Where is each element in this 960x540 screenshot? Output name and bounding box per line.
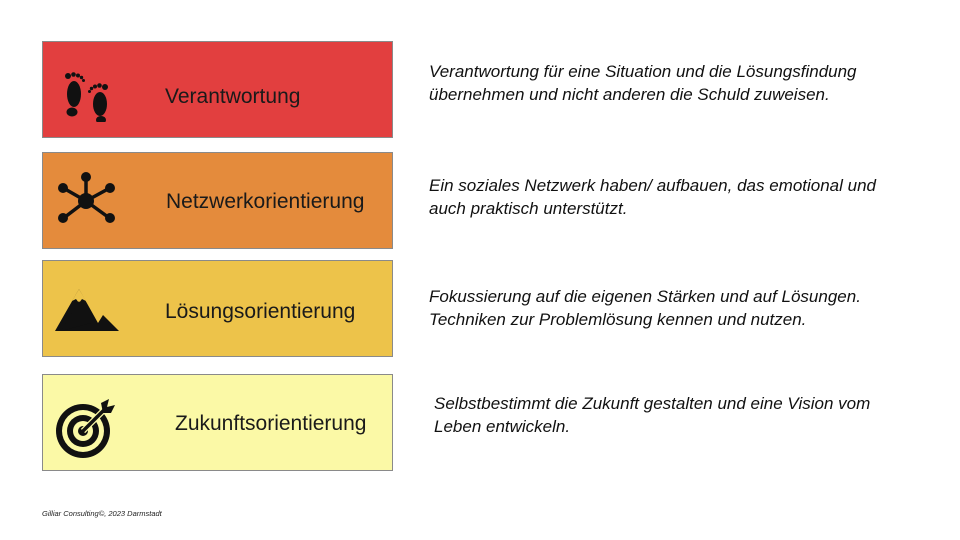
mountains-icon bbox=[53, 279, 119, 345]
row-netzwerkorientierung bbox=[0, 152, 960, 252]
category-title: Netzwerkorientierung bbox=[166, 190, 365, 213]
category-title: Verantwortung bbox=[165, 85, 301, 108]
target-icon bbox=[53, 395, 119, 461]
category-description: Selbstbestimmt die Zukunft gestalten und eine Vision vom Leben entwickeln. bbox=[434, 394, 871, 436]
category-box-netzwerkorientierung bbox=[42, 152, 393, 249]
category-box-loesungsorientierung bbox=[42, 260, 393, 357]
category-box-verantwortung bbox=[42, 41, 393, 138]
row-verantwortung bbox=[0, 41, 960, 141]
category-description: Ein soziales Netzwerk haben/ aufbauen, das emotional und auch praktisch unterstützt. bbox=[429, 176, 877, 218]
row-loesungsorientierung bbox=[0, 260, 960, 360]
row-zukunftsorientierung bbox=[0, 374, 960, 474]
category-title: Zukunftsorientierung bbox=[175, 412, 367, 435]
footer-copyright: Gilliar Consulting©, 2023 Darmstadt bbox=[42, 509, 162, 518]
footprints-icon bbox=[53, 56, 119, 122]
category-title: Lösungsorientierung bbox=[165, 300, 356, 323]
network-icon bbox=[53, 167, 119, 233]
category-description: Verantwortung für eine Situation und die Lösungsfindung übernehmen und nicht anderen die Schuld zuweisen. bbox=[429, 62, 857, 104]
category-description: Fokussierung auf die eigenen Stärken und auf Lösungen. Techniken zur Problemlösung kennen und nutzen. bbox=[429, 287, 861, 329]
category-box-zukunftsorientierung bbox=[42, 374, 393, 471]
